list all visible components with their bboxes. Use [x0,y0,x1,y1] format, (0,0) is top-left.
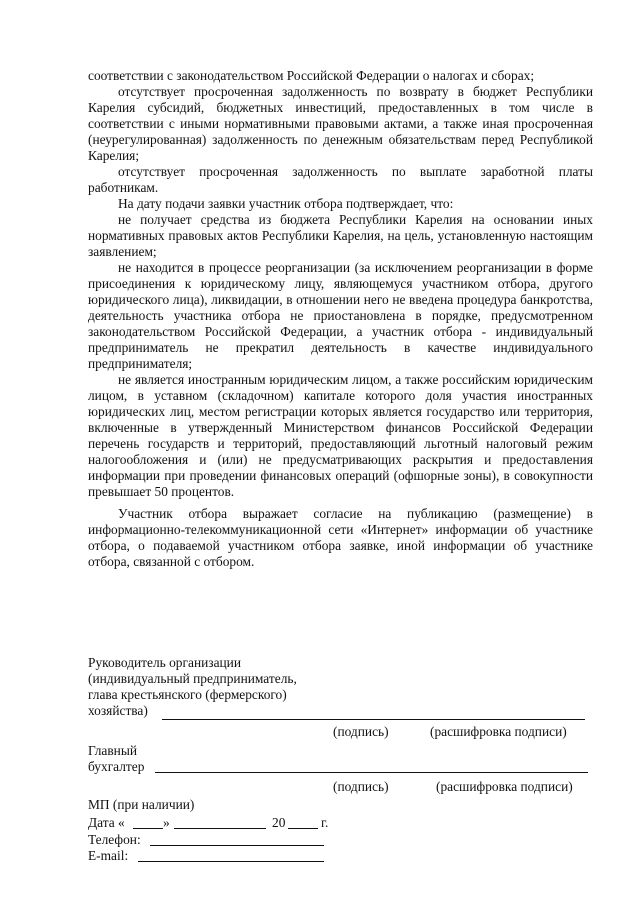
paragraph-no-reorganization: не находится в процессе реорганизации (за исключением реорганизации в форме присоединения к юридическому лицу, являющемуся участником отбора, другого юридического лица), ликвидации, в отношении него не введена процедура банкротства, деятельность участника отбора не приостановлена в порядке, предусмотренном законодательством Российской Федерации, а участник отбора - индивидуальный предприниматель не прекратил деятельность в качестве индивидуального предпринимателя; [88,260,593,371]
head-title-line3: глава крестьянского (фермерского) [88,687,287,702]
date-year-suffix: г. [321,815,329,830]
date-year-field[interactable] [288,828,318,829]
accountant-title-line1: Главный [88,743,138,758]
head-title-line4: хозяйства) [88,703,148,718]
accountant-title-line2: бухгалтер [88,759,145,774]
head-title-line2: (индивидуальный предприниматель, [88,671,297,686]
paragraph-no-salary-debt: отсутствует просроченная задолженность по выплате заработной платы работникам. [88,164,593,195]
head-decode-caption: (расшифровка подписи) [430,724,567,739]
document-body [88,68,593,570]
accountant-signature-block [88,743,598,775]
email-field[interactable] [138,861,324,862]
head-signature-line[interactable] [162,719,585,720]
phone-field[interactable] [150,845,324,846]
paragraph-continuation: соответствии с законодательством Российской Федерации о налогах и сборах; [88,68,535,83]
phone-label: Телефон: [88,832,141,847]
paragraph-not-foreign: не является иностранным юридическим лицом, а также российским юридическим лицом, в уставном (складочном) капитале которого доля участия иностранных юридических лиц, местом регистрации которых является государство или территория, включенные в утвержденный Министерством финансов Российской Федерации перечень государств и территорий, предоставляющий льготный налоговый режим налогообложения и (или) не предусматривающих раскрытия и предоставления информации при проведении финансовых операций (офшорные зоны), в совокупности превышает 50 процентов. [88,372,593,499]
accountant-signature-line[interactable] [155,772,588,773]
email-label: E-mail: [88,848,129,863]
paragraph-no-debt-budget: отсутствует просроченная задолженность по возврату в бюджет Республики Карелия субсидий, бюджетных инвестиций, предоставленных в том числе в соответствии с иными нормативными правовыми актами, а также иная просроченная (неурегулированная) задолженность по денежным обязательствам перед Республикой Карелия; [88,84,593,163]
paragraph-no-funds: не получает средства из бюджета Республики Карелия на основании иных нормативных правовых актов Республики Карелия, на цель, установленную настоящим заявлением; [88,212,593,259]
head-signature-block [88,655,598,719]
accountant-sign-caption: (подпись) [333,779,389,794]
date-month-field[interactable] [174,828,266,829]
date-year-prefix: 20 [272,815,286,830]
head-title-line1: Руководитель организации [88,655,242,670]
date-quote-close: » [163,815,170,830]
date-day-field[interactable] [133,828,163,829]
paragraph-confirmation-intro: На дату подачи заявки участник отбора подтверждает, что: [118,196,454,211]
accountant-decode-caption: (расшифровка подписи) [436,779,573,794]
seal-note: МП (при наличии) [88,797,195,812]
head-sign-caption: (подпись) [333,724,389,739]
date-label: Дата « [88,815,125,830]
paragraph-consent: Участник отбора выражает согласие на публикацию (размещение) в информационно-телекоммуникационной сети «Интернет» информации об участнике отбора, о подаваемой участником отбора заявке, иной информации об участнике отбора, связанной с отбором. [88,506,593,569]
